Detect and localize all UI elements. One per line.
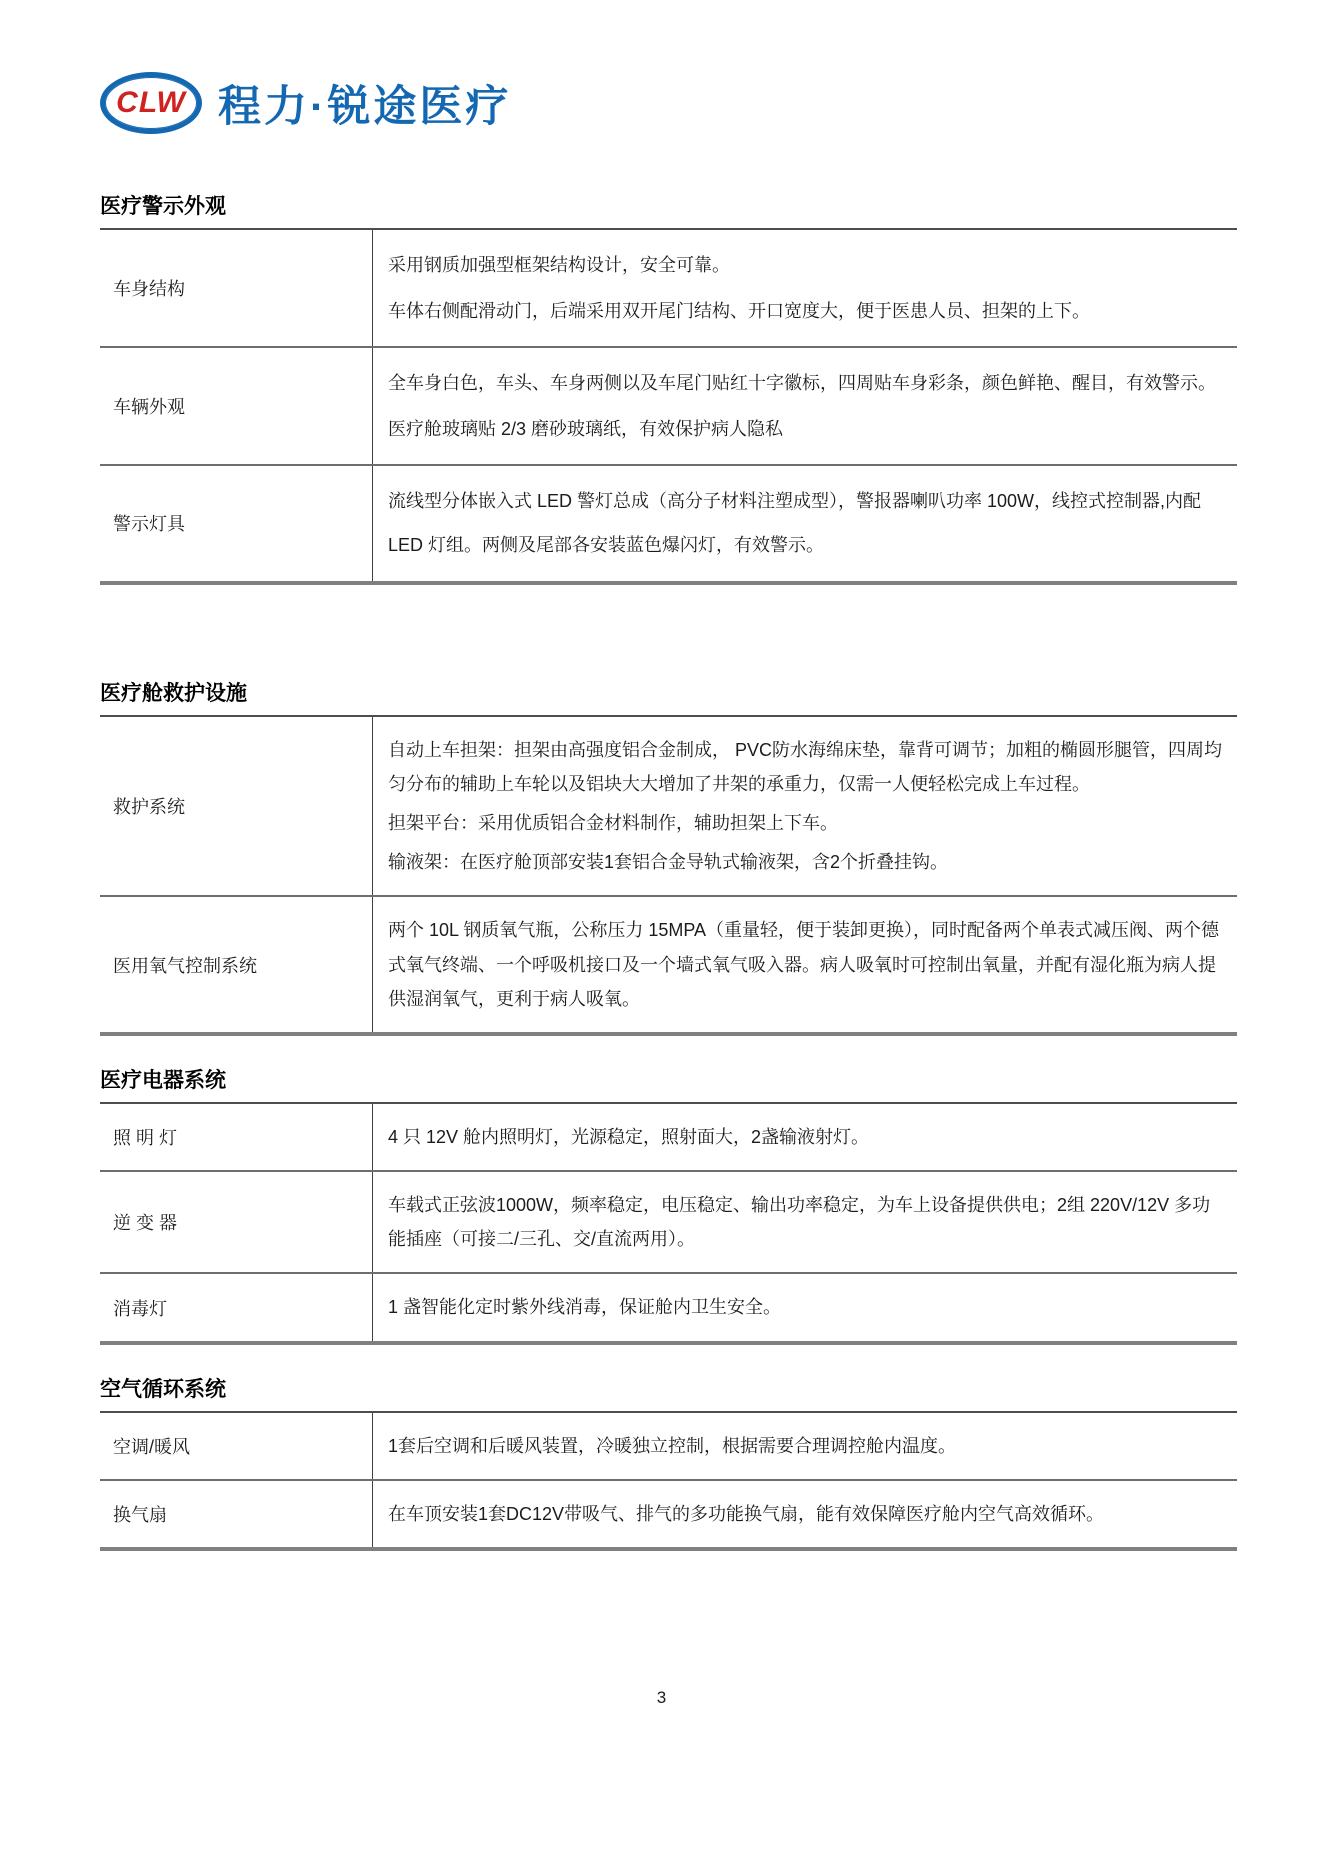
table-row <box>100 717 1237 898</box>
row-label: 救护系统 <box>100 717 373 896</box>
row-content <box>373 348 1237 464</box>
spec-paragraph: 采用钢质加强型框架结构设计，安全可靠。 <box>388 255 730 275</box>
spec-paragraph: 全车身白色，车头、车身两侧以及车尾门贴红十字徽标，四周贴车身彩条，颜色鲜艳、醒目，有效警示。 <box>388 373 1216 394</box>
row-label: 车身结构 <box>100 230 373 346</box>
brand-name: 程力·锐途医疗 <box>218 82 512 131</box>
spec-paragraph: 车体右侧配滑动门，后端采用双开尾门结构、开口宽度大，便于医患人员、担架的上下。 <box>388 301 1090 322</box>
section-air-circulation-system <box>100 1373 1237 1551</box>
section-title: 医疗电器系统 <box>100 1064 1237 1104</box>
row-label: 逆 变 器 <box>100 1172 373 1272</box>
section-title: 医疗舱救护设施 <box>100 677 1237 717</box>
spec-table <box>100 1413 1237 1551</box>
spec-paragraph: 担架平台：采用优质铝合金材料制作，辅助担架上下车。 <box>388 812 838 833</box>
row-label: 警示灯具 <box>100 466 373 580</box>
spec-table <box>100 717 1237 1036</box>
section-title: 医疗警示外观 <box>100 190 1237 230</box>
section-medical-electrical-system <box>100 1064 1237 1345</box>
document-page <box>100 0 1237 1551</box>
spec-paragraph: 医疗舱玻璃贴 2/3 磨砂玻璃纸，有效保护病人隐私 <box>388 419 784 440</box>
table-row <box>100 897 1237 1032</box>
table-row <box>100 1172 1237 1274</box>
row-label: 消毒灯 <box>100 1274 373 1340</box>
spec-paragraph: 两个 10L 钢质氧气瓶，公称压力 15MPA（重量轻，便于装卸更换），同时配备两个单表式减压阀、两个德式氧气终端、一个呼吸机接口及一个墙式氧气吸入器。病人吸氧时可控制出氧量，并配有湿化瓶为病人提供湿润氧气，更利于病人吸氧。 <box>388 920 1220 1009</box>
clw-oval-logo-icon <box>100 72 202 134</box>
row-content <box>373 1104 1237 1170</box>
row-label: 车辆外观 <box>100 348 373 464</box>
row-label: 医用氧气控制系统 <box>100 897 373 1032</box>
spec-paragraph: 自动上车担架：担架由高强度铝合金制成， PVC防水海绵床垫，靠背可调节；加粗的椭圆形腿管，四周均匀分布的辅助上车轮以及铝块大大增加了井架的承重力，仅需一人便轻松完成上车过程。 <box>388 739 1223 794</box>
spec-table <box>100 230 1237 585</box>
spec-paragraph: 输液架：在医疗舱顶部安装1套铝合金导轨式输液架，含2个折叠挂钩。 <box>388 852 949 873</box>
spec-paragraph: 1 盏智能化定时紫外线消毒，保证舱内卫生安全。 <box>388 1297 782 1318</box>
row-content <box>373 1274 1237 1340</box>
section-title: 空气循环系统 <box>100 1373 1237 1413</box>
spec-paragraph: 在车顶安装1套DC12V带吸气、排气的多功能换气扇，能有效保障医疗舱内空气高效循环。 <box>388 1503 1105 1524</box>
table-row <box>100 1413 1237 1481</box>
company-logo <box>100 72 1237 134</box>
table-row <box>100 1274 1237 1340</box>
spec-paragraph: 流线型分体嵌入式 LED 警灯总成（高分子材料注塑成型），警报器喇叭功率 100W，线控式控制器,内配 LED 灯组。两侧及尾部各安装蓝色爆闪灯，有效警示。 <box>388 491 1202 556</box>
row-content <box>373 1481 1237 1547</box>
row-content <box>373 717 1237 896</box>
section-medical-cabin-rescue-facilities <box>100 677 1237 1036</box>
table-row <box>100 466 1237 580</box>
logo-badge-text: CLW <box>116 86 186 119</box>
row-content <box>373 1172 1237 1272</box>
row-label: 换气扇 <box>100 1481 373 1547</box>
table-row <box>100 1104 1237 1172</box>
page-number: 3 <box>656 1688 667 1707</box>
row-content <box>373 1413 1237 1479</box>
row-content <box>373 897 1237 1032</box>
table-row <box>100 1481 1237 1547</box>
spec-paragraph: 1套后空调和后暖风装置，冷暖独立控制，根据需要合理调控舱内温度。 <box>388 1435 957 1456</box>
section-medical-warning-appearance <box>100 190 1237 585</box>
row-label: 空调/暖风 <box>100 1413 373 1479</box>
spec-paragraph: 4 只 12V 舱内照明灯，光源稳定，照射面大，2盏输液射灯。 <box>388 1126 870 1147</box>
row-label: 照 明 灯 <box>100 1104 373 1170</box>
row-content <box>373 466 1237 580</box>
spec-paragraph: 车载式正弦波1000W，频率稳定，电压稳定、输出功率稳定，为车上设备提供供电；2组 220V/12V 多功能插座（可接二/三孔、交/直流两用）。 <box>388 1195 1211 1250</box>
row-content <box>373 230 1237 346</box>
table-row <box>100 230 1237 348</box>
spec-table <box>100 1104 1237 1345</box>
table-row <box>100 348 1237 466</box>
